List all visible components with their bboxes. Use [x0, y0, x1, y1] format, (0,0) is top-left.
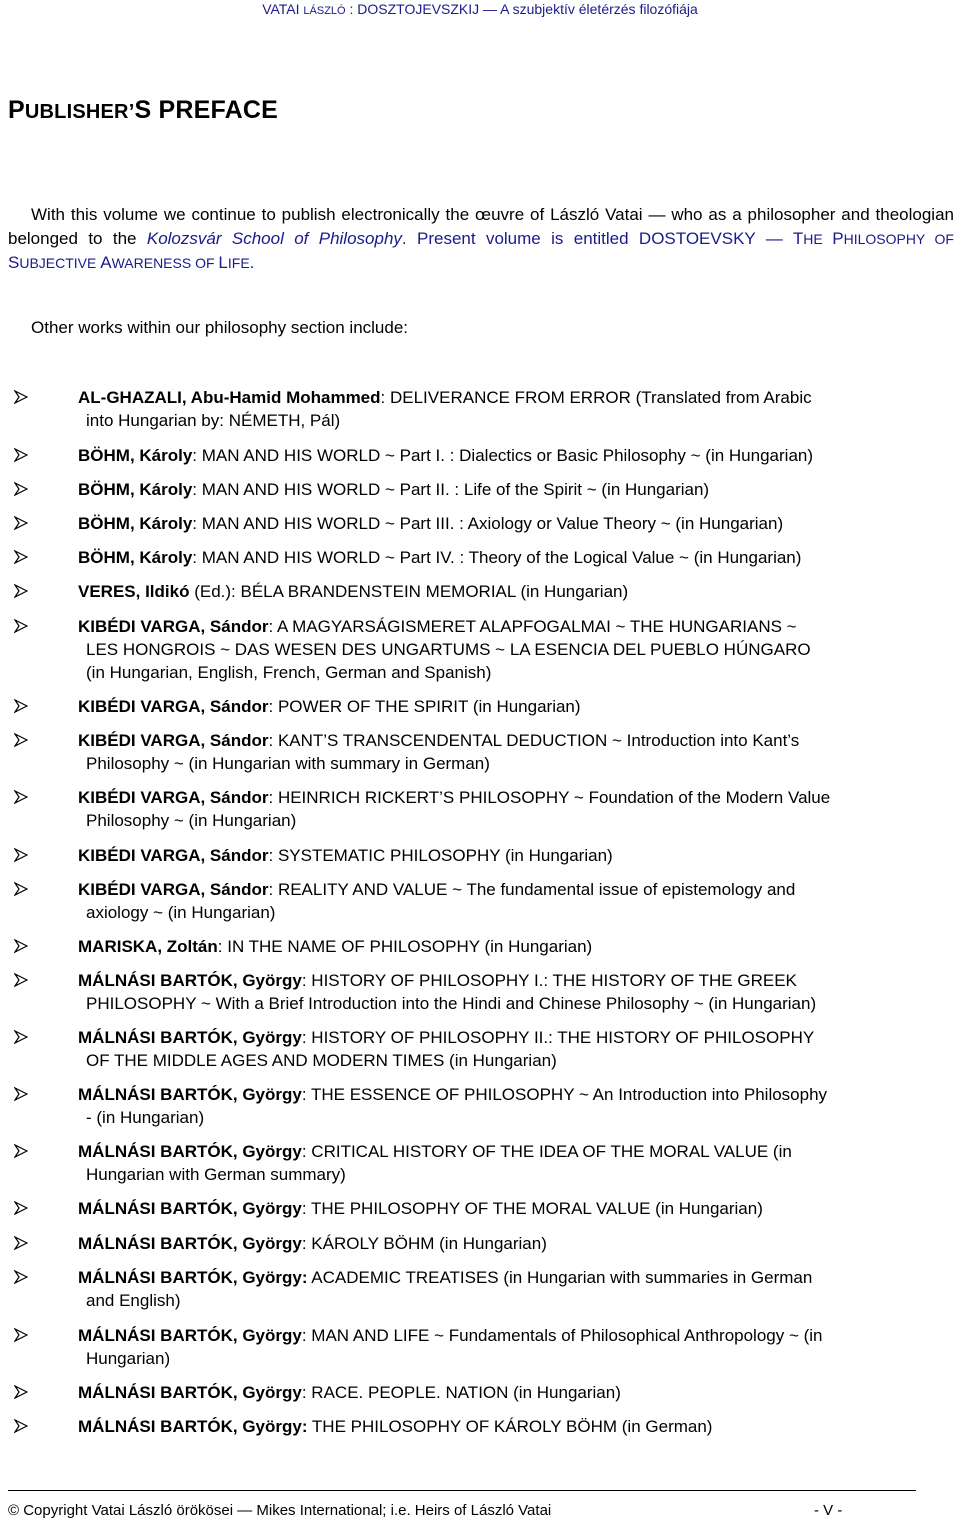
- work-author: KIBÉDI VARGA, Sándor: [78, 617, 269, 636]
- intro-t-5: L: [218, 253, 228, 272]
- work-first-line: [78, 731, 799, 750]
- work-entry: [78, 1232, 954, 1255]
- work-entry: [78, 878, 954, 924]
- work-title: MAN AND HIS WORLD ~ Part II. : Life of the Spirit ~ (in Hungarian): [201, 480, 710, 499]
- work-separator: :: [301, 971, 312, 990]
- title-sc: UBLISHER: [24, 101, 129, 123]
- work-author: BÖHM, Károly: [78, 514, 193, 533]
- work-author: MÁLNÁSI BARTÓK, György: [78, 1199, 302, 1218]
- work-first-line: [78, 388, 812, 407]
- arrow-bullet-icon: [14, 939, 28, 953]
- work-entry: [78, 729, 954, 775]
- work-title: A MAGYARSÁGISMERET ALAPFOGALMAI ~ THE HUNGARIANS ~: [277, 617, 797, 636]
- work-title: REALITY AND VALUE ~ The fundamental issue of epistemology and: [277, 880, 796, 899]
- work-entry: [78, 969, 954, 1015]
- arrow-bullet-icon: [14, 390, 28, 404]
- work-separator: :: [301, 1199, 311, 1218]
- intro-end: .: [249, 253, 255, 272]
- work-separator: :: [301, 1234, 312, 1253]
- work-title: THE PHILOSOPHY OF THE MORAL VALUE (in Hungarian): [310, 1199, 763, 1218]
- arrow-bullet-icon: [14, 882, 28, 896]
- work-continuation: (in Hungarian, English, French, German and Spanish): [86, 663, 492, 682]
- work-author: MÁLNÁSI BARTÓK, György: [78, 1085, 302, 1104]
- work-separator: :: [268, 880, 278, 899]
- page-title: [8, 96, 278, 125]
- work-continuation: PHILOSOPHY ~ With a Brief Introduction into the Hindi and Chinese Philosophy ~ (in Hungarian): [86, 994, 817, 1013]
- work-title: (Ed.): BÉLA BRANDENSTEIN MEMORIAL (in Hungarian): [194, 582, 629, 601]
- work-separator: :: [192, 514, 202, 533]
- title-rest: S PREFACE: [134, 96, 278, 124]
- work-author: MARISKA, Zoltán: [78, 937, 218, 956]
- work-title: POWER OF THE SPIRIT (in Hungarian): [277, 697, 581, 716]
- header-title: : DOSZTOJEVSZKIJ — A szubjektív életérzés filozófiája: [345, 1, 698, 17]
- arrow-bullet-icon: [14, 1030, 28, 1044]
- work-author: BÖHM, Károly: [78, 446, 193, 465]
- work-author: KIBÉDI VARGA, Sándor: [78, 731, 269, 750]
- title-apostrophe: ’: [128, 101, 135, 123]
- work-continuation: Philosophy ~ (in Hungarian): [86, 811, 297, 830]
- work-continuation: LES HONGROIS ~ DAS WESEN DES UNGARTUMS ~ LA ESENCIA DEL PUEBLO HÚNGARO: [86, 640, 811, 659]
- work-continuation: axiology ~ (in Hungarian): [86, 903, 276, 922]
- work-first-line: [78, 846, 613, 865]
- work-title: MAN AND HIS WORLD ~ Part III. : Axiology or Value Theory ~ (in Hungarian): [201, 514, 784, 533]
- work-title: HEINRICH RICKERT’S PHILOSOPHY ~ Foundation of the Modern Value: [277, 788, 831, 807]
- work-title: MAN AND HIS WORLD ~ Part I. : Dialectics or Basic Philosophy ~ (in Hungarian): [201, 446, 814, 465]
- intro-sc-2: HILOSOPHY OF: [843, 231, 954, 247]
- work-author: KIBÉDI VARGA, Sándor: [78, 788, 269, 807]
- arrow-bullet-icon: [14, 448, 28, 462]
- work-entry: [78, 1266, 954, 1312]
- work-separator: :: [301, 1142, 312, 1161]
- work-author: VERES, Ildikó: [78, 582, 190, 601]
- work-title: THE PHILOSOPHY OF KÁROLY BÖHM (in German): [311, 1417, 713, 1436]
- intro-sc-4: WARENESS OF: [111, 255, 219, 271]
- header-author-first: VATAI: [262, 1, 304, 17]
- work-continuation: - (in Hungarian): [86, 1108, 205, 1127]
- work-title: THE ESSENCE OF PHILOSOPHY ~ An Introduction into Philosophy: [310, 1085, 828, 1104]
- work-first-line: [78, 1085, 827, 1104]
- header-author-sc: LÁSZLÓ: [303, 5, 346, 17]
- work-separator: :: [268, 617, 277, 636]
- work-first-line: [78, 1028, 814, 1047]
- work-first-line: [78, 1199, 763, 1218]
- arrow-bullet-icon: [14, 619, 28, 633]
- work-title: MAN AND HIS WORLD ~ Part IV. : Theory of the Logical Value ~ (in Hungarian): [201, 548, 802, 567]
- work-author: MÁLNÁSI BARTÓK, György: [78, 1234, 302, 1253]
- arrow-bullet-icon: [14, 790, 28, 804]
- arrow-bullet-icon: [14, 848, 28, 862]
- intro-t-4: A: [100, 253, 112, 272]
- work-author: KIBÉDI VARGA, Sándor: [78, 846, 269, 865]
- work-first-line: [78, 446, 813, 465]
- intro-t-3: S: [8, 253, 20, 272]
- work-entry: [78, 786, 954, 832]
- work-entry: [78, 1324, 954, 1370]
- work-entry: [78, 546, 954, 569]
- work-continuation: and English): [86, 1291, 181, 1310]
- work-separator: :: [301, 1085, 311, 1104]
- arrow-bullet-icon: [14, 1270, 28, 1284]
- work-title: RACE. PEOPLE. NATION (in Hungarian): [311, 1383, 621, 1402]
- work-entry: [78, 1026, 954, 1072]
- work-title: CRITICAL HISTORY OF THE IDEA OF THE MORAL VALUE (in: [311, 1142, 792, 1161]
- title-initial: P: [8, 96, 25, 124]
- arrow-bullet-icon: [14, 733, 28, 747]
- work-author: MÁLNÁSI BARTÓK, György: [78, 1028, 302, 1047]
- work-entry: [78, 844, 954, 867]
- work-separator: :: [268, 731, 278, 750]
- work-author: MÁLNÁSI BARTÓK, György: [78, 971, 302, 990]
- work-separator: :: [268, 697, 278, 716]
- work-separator: :: [301, 1028, 312, 1047]
- work-continuation: Philosophy ~ (in Hungarian with summary in German): [86, 754, 490, 773]
- work-author: KIBÉDI VARGA, Sándor: [78, 697, 269, 716]
- work-separator: :: [268, 846, 278, 865]
- work-continuation: Hungarian): [86, 1349, 171, 1368]
- work-author: MÁLNÁSI BARTÓK, György: [78, 1383, 302, 1402]
- work-entry: [78, 1083, 954, 1129]
- work-entry: [78, 615, 954, 684]
- work-first-line: [78, 971, 797, 990]
- work-author: MÁLNÁSI BARTÓK, György:: [78, 1417, 308, 1436]
- work-entry: [78, 512, 954, 535]
- work-first-line: [78, 1268, 812, 1287]
- work-separator: :: [192, 446, 202, 465]
- work-continuation: into Hungarian by: NÉMETH, Pál): [86, 411, 341, 430]
- work-entry: [78, 695, 954, 718]
- intro-text-1: With this volume we continue to publish electronically the œuvre of László Vatai — who as a philosopher and theologian belonged to the: [8, 205, 954, 248]
- arrow-bullet-icon: [14, 482, 28, 496]
- work-entry: [78, 1381, 954, 1404]
- work-title: DELIVERANCE FROM ERROR (Translated from Arabic: [389, 388, 812, 407]
- work-first-line: [78, 548, 801, 567]
- work-entry: [78, 478, 954, 501]
- work-first-line: [78, 1142, 792, 1161]
- arrow-bullet-icon: [14, 1328, 28, 1342]
- work-separator: :: [380, 388, 390, 407]
- arrow-bullet-icon: [14, 550, 28, 564]
- arrow-bullet-icon: [14, 584, 28, 598]
- page-number: - V -: [814, 1502, 843, 1519]
- work-title: ACADEMIC TREATISES (in Hungarian with summaries in German: [311, 1268, 813, 1287]
- arrow-bullet-icon: [14, 516, 28, 530]
- work-separator: :: [192, 480, 202, 499]
- work-author: MÁLNÁSI BARTÓK, György: [78, 1142, 302, 1161]
- work-first-line: [78, 880, 795, 899]
- work-first-line: [78, 514, 783, 533]
- work-title: KÁROLY BÖHM (in Hungarian): [311, 1234, 547, 1253]
- work-author: MÁLNÁSI BARTÓK, György: [78, 1326, 302, 1345]
- work-first-line: [78, 697, 581, 716]
- work-title: HISTORY OF PHILOSOPHY I.: THE HISTORY OF THE GREEK: [311, 971, 797, 990]
- work-separator: :: [192, 548, 202, 567]
- other-works-label: Other works within our philosophy section include:: [31, 318, 409, 337]
- work-continuation: Hungarian with German summary): [86, 1165, 346, 1184]
- work-first-line: [78, 1326, 823, 1345]
- work-author: AL-GHAZALI, Abu-Hamid Mohammed: [78, 388, 381, 407]
- intro-school-name: Kolozsvár School of Philosophy: [146, 229, 402, 248]
- work-first-line: [78, 1417, 712, 1436]
- intro-text-2: . Present volume is entitled DOSTOEVSKY — T: [401, 229, 804, 248]
- footer-divider: [8, 1490, 916, 1491]
- work-first-line: [78, 617, 797, 636]
- arrow-bullet-icon: [14, 1144, 28, 1158]
- work-title: HISTORY OF PHILOSOPHY II.: THE HISTORY OF PHILOSOPHY: [311, 1028, 815, 1047]
- work-continuation: OF THE MIDDLE AGES AND MODERN TIMES (in Hungarian): [86, 1051, 557, 1070]
- intro-sc-3: UBJECTIVE: [19, 255, 101, 271]
- work-first-line: [78, 1383, 621, 1402]
- intro-t-2: P: [832, 229, 844, 248]
- arrow-bullet-icon: [14, 973, 28, 987]
- work-author: MÁLNÁSI BARTÓK, György:: [78, 1268, 308, 1287]
- arrow-bullet-icon: [14, 1201, 28, 1215]
- footer-copyright: © Copyright Vatai László örökösei — Mikes International; i.e. Heirs of László Vatai: [8, 1502, 552, 1519]
- work-separator: :: [301, 1383, 312, 1402]
- intro-sc-1: HE: [803, 231, 833, 247]
- work-title: KANT’S TRANSCENDENTAL DEDUCTION ~ Introduction into Kant’s: [277, 731, 800, 750]
- work-entry: [78, 444, 954, 467]
- work-first-line: [78, 1234, 547, 1253]
- work-first-line: [78, 582, 628, 601]
- work-author: KIBÉDI VARGA, Sándor: [78, 880, 269, 899]
- work-first-line: [78, 480, 709, 499]
- work-first-line: [78, 937, 592, 956]
- work-entry: [78, 1140, 954, 1186]
- running-header: [0, 0, 960, 22]
- work-entry: [78, 580, 954, 603]
- arrow-bullet-icon: [14, 1385, 28, 1399]
- intro-paragraph: [8, 203, 954, 275]
- work-entry: [78, 1415, 954, 1438]
- arrow-bullet-icon: [14, 1087, 28, 1101]
- work-author: BÖHM, Károly: [78, 548, 193, 567]
- work-separator: :: [217, 937, 228, 956]
- work-author: BÖHM, Károly: [78, 480, 193, 499]
- work-title: IN THE NAME OF PHILOSOPHY (in Hungarian): [227, 937, 593, 956]
- work-title: SYSTEMATIC PHILOSOPHY (in Hungarian): [277, 846, 613, 865]
- arrow-bullet-icon: [14, 1236, 28, 1250]
- intro-sc-5: IFE: [227, 255, 250, 271]
- work-entry: [78, 1197, 954, 1220]
- work-separator: :: [268, 788, 278, 807]
- work-separator: :: [301, 1326, 312, 1345]
- work-entry: [78, 386, 954, 432]
- arrow-bullet-icon: [14, 1419, 28, 1433]
- work-entry: [78, 935, 954, 958]
- work-first-line: [78, 788, 830, 807]
- work-title: MAN AND LIFE ~ Fundamentals of Philosophical Anthropology ~ (in: [311, 1326, 823, 1345]
- arrow-bullet-icon: [14, 699, 28, 713]
